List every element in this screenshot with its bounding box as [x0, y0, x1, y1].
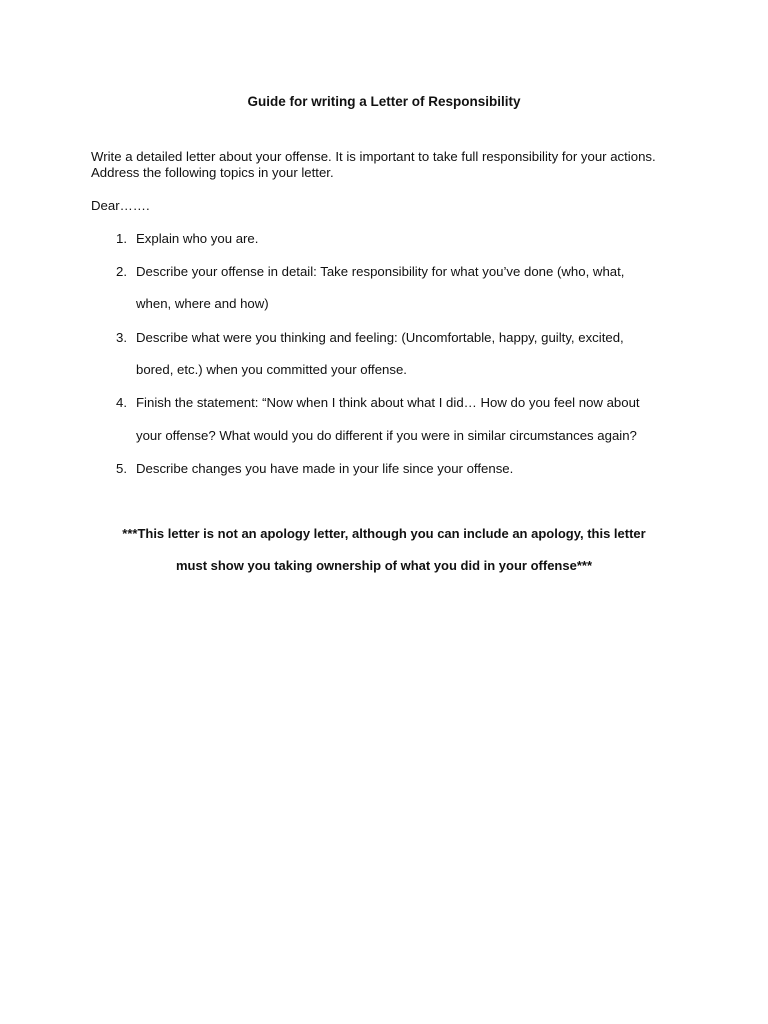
list-item-number: 5.	[116, 461, 127, 476]
list-item-number: 3.	[116, 330, 127, 345]
salutation: Dear…….	[91, 198, 150, 213]
document-title: Guide for writing a Letter of Responsibility	[247, 94, 521, 109]
list-item-number: 4.	[116, 395, 127, 410]
list-item-number: 2.	[116, 264, 127, 279]
list-item-text: Describe changes you have made in your life since your offense.	[136, 461, 514, 476]
list-item-text: Explain who you are.	[136, 231, 259, 246]
closing-note: ***This letter is not an apology letter, although you can include an apology, this letter	[122, 526, 646, 541]
list-item-text: bored, etc.) when you committed your offense.	[136, 362, 407, 377]
list-item-text: Describe what were you thinking and feeling: (Uncomfortable, happy, guilty, excited,	[136, 330, 624, 345]
list-item-number: 1.	[116, 231, 127, 246]
list-item-text: your offense? What would you do different if you were in similar circumstances again?	[136, 428, 637, 443]
closing-note: must show you taking ownership of what you did in your offense***	[175, 558, 593, 573]
intro-paragraph: Write a detailed letter about your offense. It is important to take full responsibility for your actions. Address the following topics in your letter.	[91, 149, 656, 180]
list-item-text: Finish the statement: “Now when I think about what I did… How do you feel now about	[136, 395, 640, 410]
list-item-text: when, where and how)	[136, 296, 269, 311]
list-item-text: Describe your offense in detail: Take responsibility for what you’ve done (who, what,	[136, 264, 625, 279]
